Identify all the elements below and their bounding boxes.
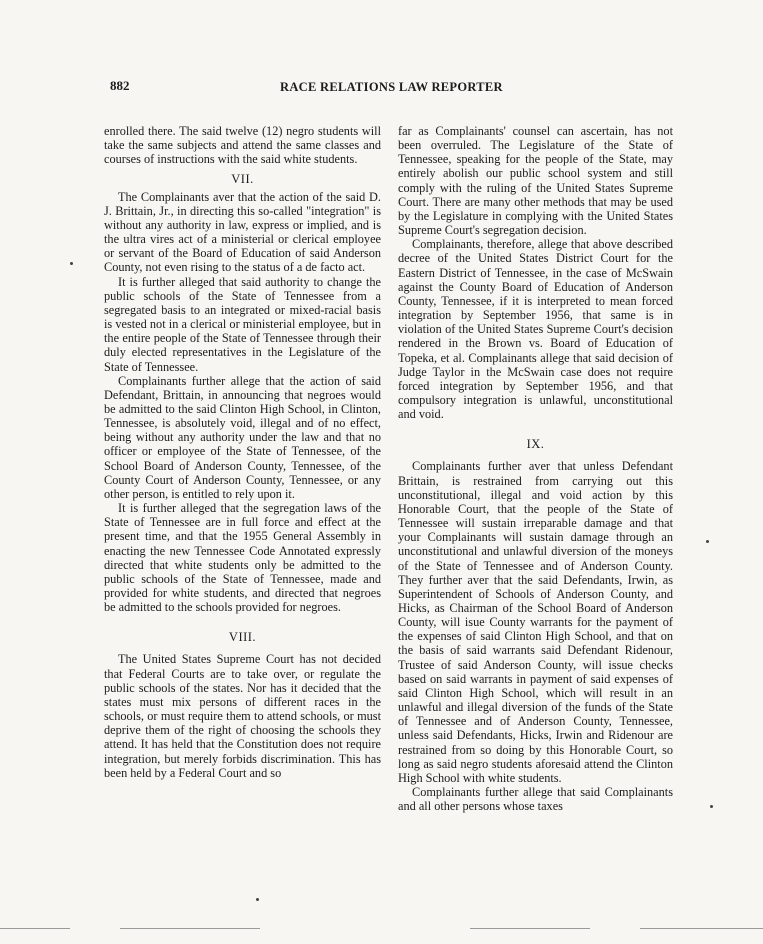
scan-speck [706,540,709,543]
paragraph: Complainants, therefore, allege that above described decree of the United States District Court for the Eastern District of Tennessee, in the case of McSwain against the County Board of Education of Anderson County, Tennessee, if it is interpreted to mean forced integration by September 1956, that same is in violation of the United States Supreme Court's decision rendered in the Brown vs. Board of Education of Topeka, et al. Complainants allege that said decision of Judge Taylor in the McSwain case does not require forced integration by September 1956, and that compulsory integration is unlawful, unconstitutional and void. [398,237,673,422]
scan-speck [710,805,713,808]
scan-speck [256,898,259,901]
paragraph: The United States Supreme Court has not decided that Federal Courts are to take over, or regulate the public schools of the states. Nor has it decided that the states must mix persons of different races in the schools, or must require them to attend schools, or must deprive them of the right of choosing the schools they attend. It has held that the Constitution does not require integration, but merely forbids discrimination. This has been held by a Federal Court and so [104,652,381,780]
paragraph: enrolled there. The said twelve (12) negro students will take the same subjects and attend the same classes and courses of instructions with the said white students. [104,124,381,167]
section-heading-vii: VII. [231,172,254,187]
scan-footer-line [0,928,763,929]
paragraph: It is further alleged that said authority to change the public schools of the State of Tennessee from a segregated basis to an integrated or mixed-racial basis is vested not in a clerical or ministerial employee, but in the entire people of the State of Tennessee through their duly elected representatives in the Legislature of the State of Tennessee. [104,274,381,374]
scan-artifact-line [640,928,763,929]
right-column [398,124,673,813]
left-column [104,124,381,780]
page-number: 882 [110,78,130,93]
paragraph: The Complainants aver that the action of the said D. J. Brittain, Jr., in directing this so-called "integration" is without any authority in law, express or implied, and is the ultra vires act of a ministerial or clerical employee or servant of the Board of Education of said Anderson County, not even rising to the status of a de facto act. [104,189,381,275]
section-heading-viii: VIII. [228,630,257,645]
scan-artifact-line [470,928,590,929]
scan-artifact-line [0,928,70,929]
paragraph: Complainants further aver that unless Defendant Brittain, is restrained from carrying out this unconstitutional, illegal and void action by this Honorable Court, that the people of the State of Tennessee will sustain irreparable damage and that your Complainants will sustain damage through an unconstitutional and unlawful diversion of the moneys of the State of Tennessee and of Anderson County. They further aver that the said Defendants, Irwin, as Superintendent of Schools of Anderson County, and Hicks, as Chairman of the School Board of Anderson County, will isue County warrants for the payment of the expenses of said Clinton High School, and that on the basis of said warrants said Defendant Ridenour, Trustee of said Anderson County, will issue checks based on said warrants in payment of said expenses of said Clinton High School, which will result in an unlawful and illegal diversion of the funds of the State of Tennessee and of Anderson County, Tennessee, unless said Defendants, Hicks, Irwin and Ridenour are restrained from so doing by this Honorable Court, so long as said negro students aforesaid attend the Clinton High School with white students. [398,459,673,785]
running-head: RACE RELATIONS LAW REPORTER [280,80,503,94]
scan-artifact-line [120,928,260,929]
paragraph: Complainants further allege that said Complainants and all other persons whose taxes [398,785,673,814]
page-header [110,78,670,100]
paragraph: It is further alleged that the segregation laws of the State of Tennessee are in full force and effect at the present time, and that the 1955 General Assembly in enacting the new Tennessee Code Annotated expressly directed that white students only be admitted to the public schools of the State of Tennessee, made and provided for white students, and directed that negroes be admitted to the schools provided for negroes. [104,501,381,615]
paragraph: Complainants further allege that the action of said Defendant, Brittain, in announcing that negroes would be admitted to the said Clinton High School, in Clinton, Tennessee, is absolutely void, illegal and of no effect, being without any authority under the law and that no officer or employee of the State of Tennessee, of the School Board of Anderson County, Tennessee, of the County Court of Anderson County, Tennessee, or any other person, is entitled to rely upon it. [104,373,381,501]
scan-speck [70,262,73,265]
paragraph: far as Complainants' counsel can ascertain, has not been overruled. The Legislature of the State of Tennessee, speaking for the people of the State, may entirely abolish our public school system and still comply with the ruling of the United States Supreme Court. There are many other methods that may be used by the Legislature in complying with the United States Supreme Court's segregation decision. [398,124,673,238]
section-heading-ix: IX. [526,437,545,452]
